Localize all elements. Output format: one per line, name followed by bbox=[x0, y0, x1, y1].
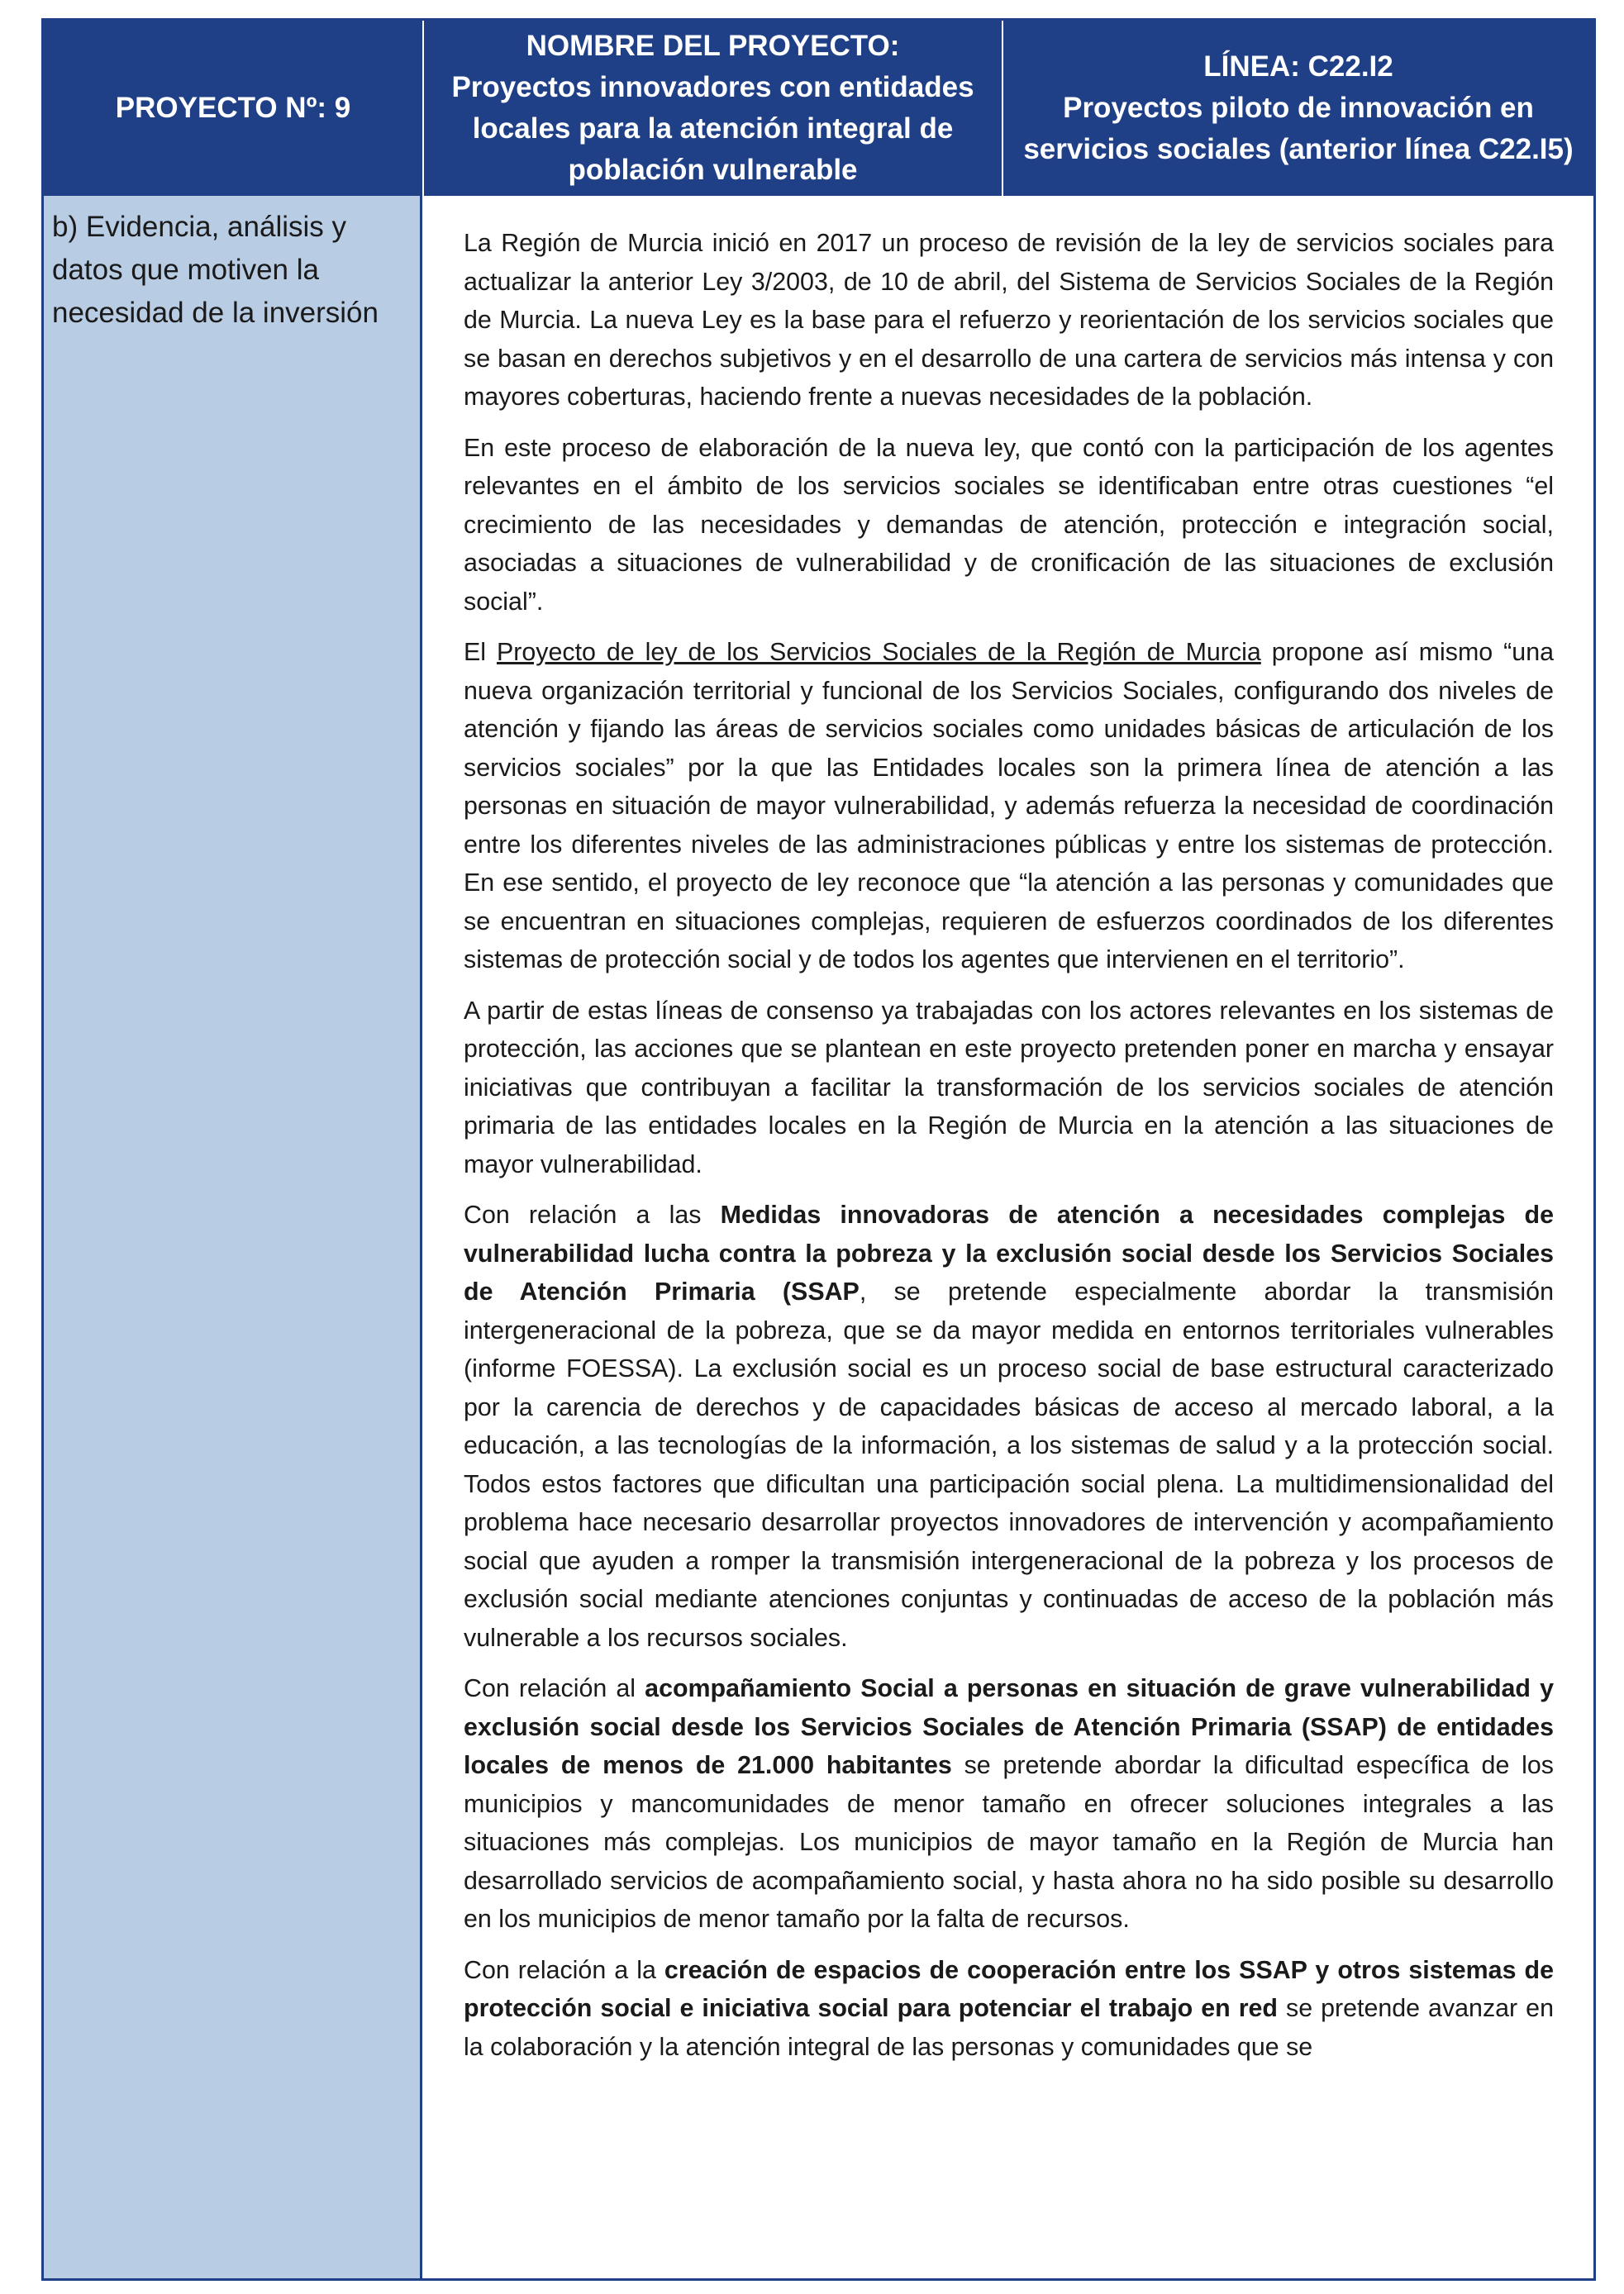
paragraph-6-bold: acompañamiento Social a personas en situación de grave vulnerabilidad y exclusión social desde los Servicios Sociales de Atención Primaria (SSAP) de entidades locales de menos de 21.000 habitantes bbox=[464, 1674, 1555, 1779]
paragraph-5-rest: , se pretende especialmente abordar la transmisión intergeneracional de la pobreza, que se da mayor medida en entornos territoriales vulnerables (informe FOESSA). La exclusión social es un proceso social de base estructural caracterizado por la carencia de derechos y de capacidades básicas de acceso al mercado laboral, a la educación, a las tecnologías de la información, a los sistemas de salud y a la protección social. Todos estos factores que dificultan una participación social plena. La multidimensionalidad del problema hace necesario desarrollar proyectos innovadores de intervención y acompañamiento social que ayuden a romper la transmisión intergeneracional de la pobreza y los procesos de exclusión social mediante atenciones conjuntas y continuadas de acceso de la población más vulnerable a los recursos sociales. bbox=[464, 1278, 1554, 1652]
section-label-cell bbox=[44, 196, 422, 2278]
section-content bbox=[422, 196, 1593, 2278]
project-sheet bbox=[41, 18, 1596, 2281]
paragraph-1: La Región de Murcia inició en 2017 un proceso de revisión de la ley de servicios sociales para actualizar la anterior Ley 3/2003, de 10 de abril, del Sistema de Servicios Sociales de la Región de Murcia. La nueva Ley es la base para el refuerzo y reorientación de los servicios sociales que se basan en derechos subjetivos y en el desarrollo de una cartera de servicios más intensa y con mayores coberturas, haciendo frente a nuevas necesidades de la población. bbox=[464, 229, 1554, 411]
paragraph-2: En este proceso de elaboración de la nueva ley, que contó con la participación de los agentes relevantes en el ámbito de los servicios sociales se identificaban entre otras cuestiones “el crecimiento de las necesidades y demandas de atención, protección e integración social, asociadas a situaciones de vulnerabilidad y de cronificación de las situaciones de exclusión social”. bbox=[464, 433, 1554, 616]
header-row bbox=[44, 21, 1593, 196]
paragraph-7-start: Con relación a la bbox=[464, 1955, 664, 1984]
paragraph-5 bbox=[464, 1196, 1554, 1657]
paragraph-3-rest: propone así mismo “una nueva organización territorial y funcional de los Servicios Sociales, configurando dos niveles de atención y fijando las áreas de servicios sociales como unidades básicas de articulación de los servicios sociales” por la que las Entidades locales son la primera línea de atención a las personas en situación de mayor vulnerabilidad, y además refuerza la necesidad de coordinación entre los diferentes niveles de las administraciones públicas y entre los sistemas de protección. En ese sentido, el proyecto de ley reconoce que “la atención a las personas y comunidades que se encuentran en situaciones complejas, requieren de esfuerzos coordinados de los diferentes sistemas de protección social y de todos los agentes que intervienen en el territorio”. bbox=[464, 638, 1555, 973]
paragraph-6 bbox=[464, 1669, 1554, 1939]
paragraph-5-bold: Medidas innovadoras de atención a necesidades complejas de vulnerabilidad lucha contra la pobreza y la exclusión social desde los Servicios Sociales de Atención Primaria (SSAP bbox=[464, 1201, 1555, 1306]
project-number-cell bbox=[44, 21, 422, 196]
paragraph-7 bbox=[464, 1951, 1554, 2067]
paragraph-3 bbox=[464, 633, 1554, 979]
project-number: PROYECTO Nº: 9 bbox=[115, 92, 351, 124]
paragraph-7-rest: se pretende avanzar en la colaboración y la atención integral de las personas y comunidades que se bbox=[464, 1994, 1554, 2061]
line-name: Proyectos piloto de innovación en servicios sociales (anterior línea C22.I5) bbox=[1023, 92, 1574, 165]
paragraph-7-bold: creación de espacios de cooperación entre los SSAP y otros sistemas de protección social e iniciativa social para potenciar el trabajo en red bbox=[464, 1955, 1554, 2022]
paragraph-3-start: El bbox=[464, 638, 497, 666]
bill-link[interactable]: Proyecto de ley de los Servicios Sociales de la Región de Murcia bbox=[497, 638, 1261, 666]
project-name-cell bbox=[422, 21, 1002, 196]
line-cell bbox=[1002, 21, 1593, 196]
paragraph-6-start: Con relación al bbox=[464, 1674, 645, 1702]
section-label: b) Evidencia, análisis y datos que motiven la necesidad de la inversión bbox=[52, 211, 379, 329]
project-name: Proyectos innovadores con entidades locales para la atención integral de población vulnerable bbox=[451, 71, 974, 186]
paragraph-6-rest: se pretende abordar la dificultad específica de los municipios y mancomunidades de menor tamaño en ofrecer soluciones integrales a las situaciones más complejas. Los municipios de mayor tamaño en la Región de Murcia han desarrollado servicios de acompañamiento social, y hasta ahora no ha sido posible su desarrollo en los municipios de menor tamaño por la falta de recursos. bbox=[464, 1751, 1554, 1933]
line-label: LÍNEA: C22.I2 bbox=[1203, 50, 1393, 83]
paragraph-4: A partir de estas líneas de consenso ya trabajadas con los actores relevantes en los sistemas de protección, las acciones que se plantean en este proyecto pretenden poner en marcha y ensayar iniciativas que contribuyan a facilitar la transformación de los servicios sociales de atención primaria de las entidades locales en la Región de Murcia en la atención a las situaciones de mayor vulnerabilidad. bbox=[464, 996, 1554, 1178]
project-name-label: NOMBRE DEL PROYECTO: bbox=[526, 30, 900, 62]
paragraph-5-start: Con relación a las bbox=[464, 1201, 721, 1229]
